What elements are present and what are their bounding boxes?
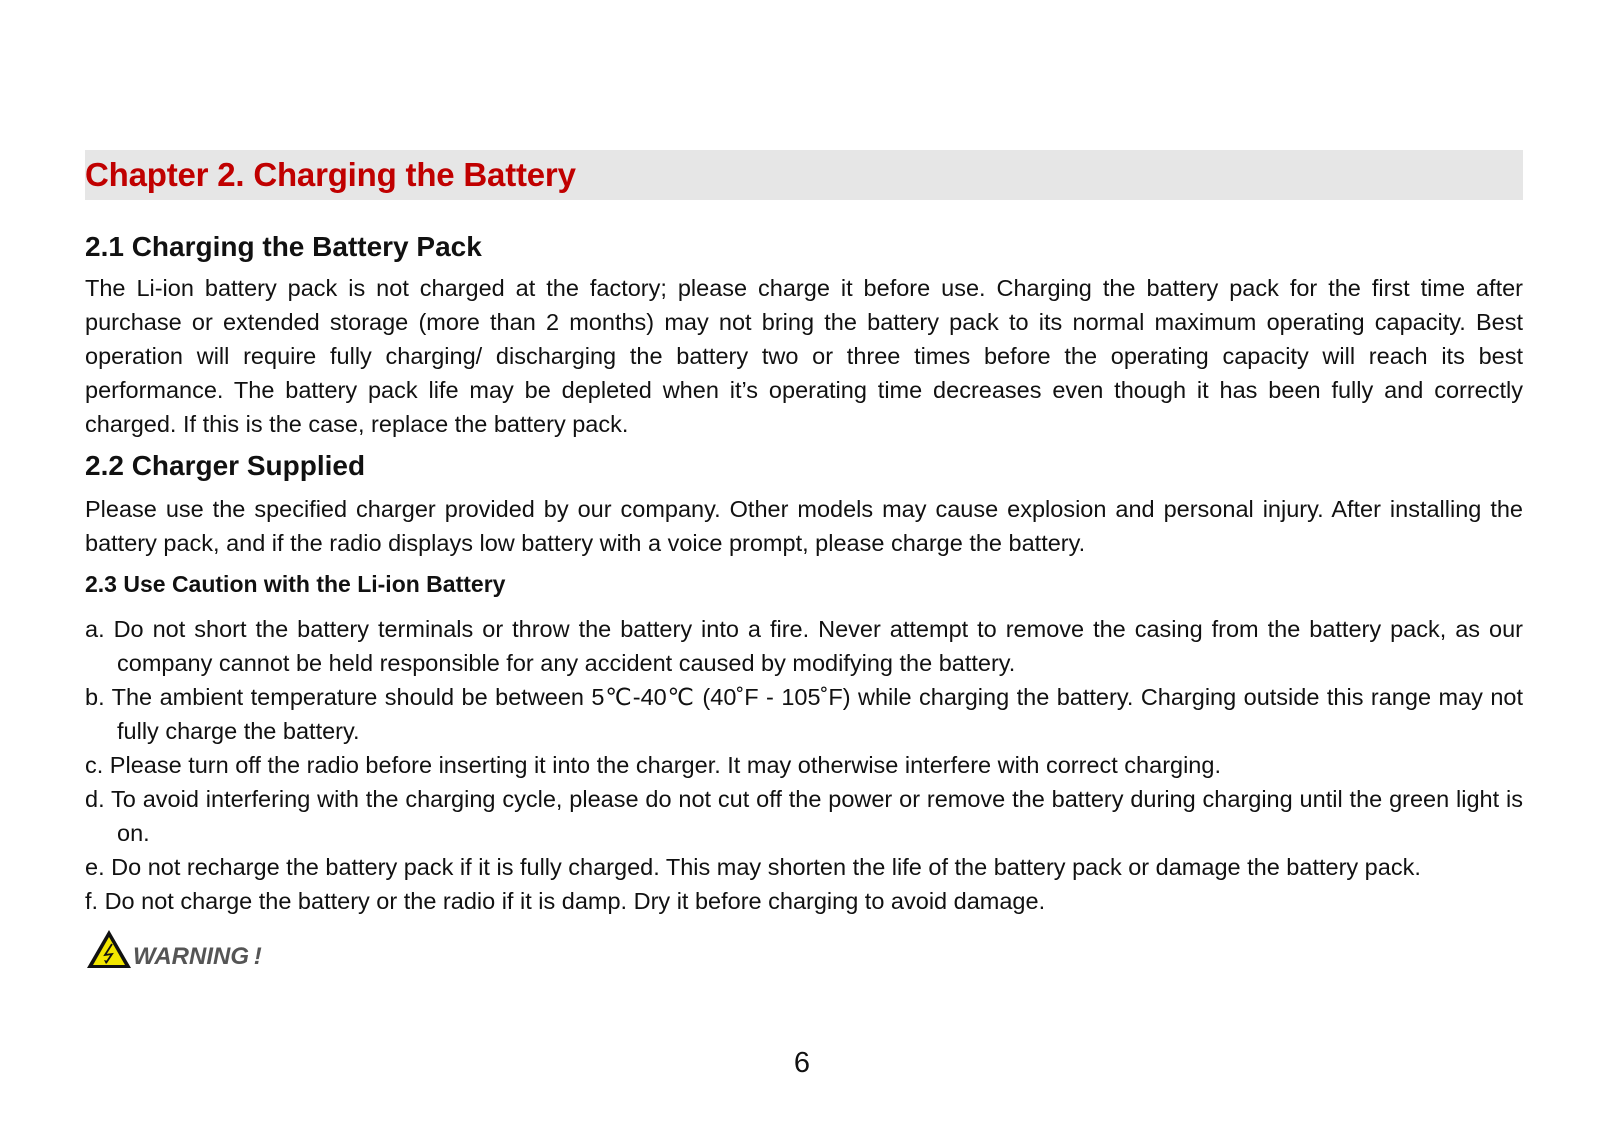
section-heading-caution: 2.3 Use Caution with the Li-ion Battery bbox=[85, 571, 506, 597]
section-heading-charging-pack: 2.1 Charging the Battery Pack bbox=[85, 231, 482, 262]
caution-list bbox=[85, 612, 1523, 918]
chapter-header-bar bbox=[85, 150, 1523, 200]
section-heading-charger-supplied: 2.2 Charger Supplied bbox=[85, 450, 366, 481]
document-page bbox=[85, 150, 1523, 970]
section-body-charging-pack: The Li-ion battery pack is not charged at the factory; please charge it before use. Charging the battery pack for the first time after purchase or extended storage (more than 2 months) may not bring the battery pack to its normal maximum operating capacity. Best operation will require fully charging/ discharging the battery two or three times before the operating capacity will reach its best performance. The battery pack life may be depleted when it’s operating time decreases even though it has been fully and correctly charged. If this is the case, replace the battery pack. bbox=[85, 275, 1523, 437]
caution-item-e: e. Do not recharge the battery pack if it is fully charged. This may shorten the life of the battery pack or damage the battery pack. bbox=[85, 854, 1421, 880]
page-number: 6 bbox=[793, 1047, 811, 1079]
electric-hazard-icon bbox=[85, 928, 133, 970]
warning-callout bbox=[85, 926, 1523, 970]
warning-label: WARNING ! bbox=[133, 943, 262, 970]
section-body-charger-supplied: Please use the specified charger provided by our company. Other models may cause explosion and personal injury. After installing the battery pack, and if the radio displays low battery with a voice prompt, please charge the battery. bbox=[85, 496, 1523, 556]
caution-item-c: c. Please turn off the radio before inserting it into the charger. It may otherwise interfere with correct charging. bbox=[85, 752, 1221, 778]
caution-item-a: a. Do not short the battery terminals or throw the battery into a fire. Never attempt to remove the casing from the battery pack, as our company cannot be held responsible for any accident caused by modifying the battery. bbox=[85, 616, 1523, 676]
chapter-title: Chapter 2. Charging the Battery bbox=[85, 156, 576, 193]
caution-item-f: f. Do not charge the battery or the radio if it is damp. Dry it before charging to avoid damage. bbox=[85, 888, 1046, 914]
caution-item-d: d. To avoid interfering with the charging cycle, please do not cut off the power or remove the battery during charging until the green light is on. bbox=[85, 786, 1523, 846]
caution-item-b: b. The ambient temperature should be between 5℃-40℃ (40˚F - 105˚F) while charging the battery. Charging outside this range may not fully charge the battery. bbox=[85, 684, 1523, 744]
